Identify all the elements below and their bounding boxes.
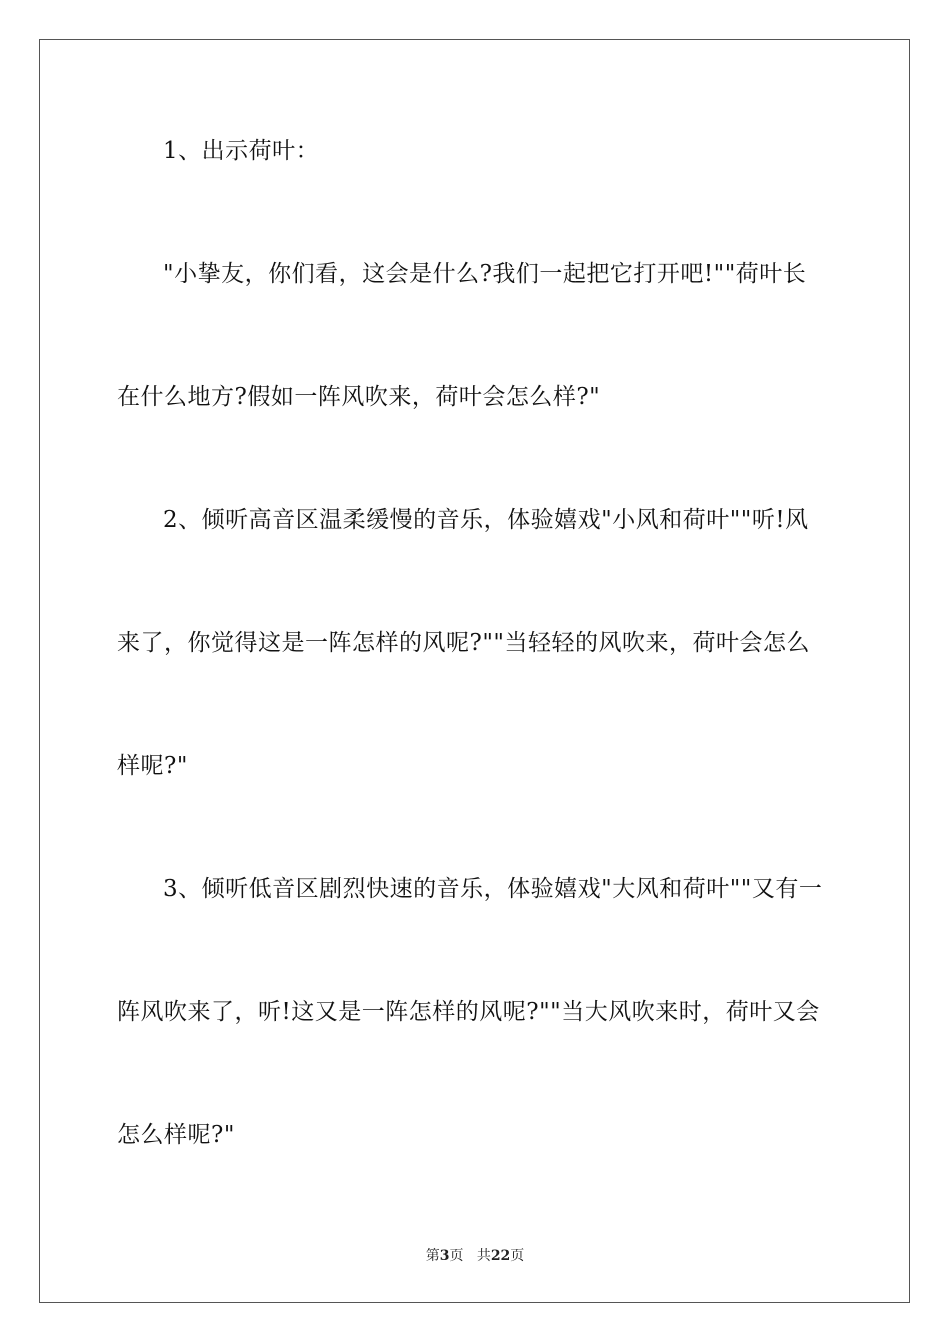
footer-total-pages: 22 <box>490 1248 511 1264</box>
document-line-4: 2、倾听高音区温柔缓慢的音乐，体验嬉戏"小风和荷叶""听!风 <box>163 507 809 533</box>
document-line-5: 来了，你觉得这是一阵怎样的风呢?""当轻轻的风吹来，荷叶会怎么 <box>117 630 810 656</box>
footer-total-suffix: 页 <box>510 1248 525 1264</box>
document-line-3: 在什么地方?假如一阵风吹来，荷叶会怎么样?" <box>117 384 601 410</box>
footer-page-number: 3 <box>439 1248 450 1264</box>
document-line-9: 怎么样呢?" <box>117 1122 235 1148</box>
document-line-1: 1、出示荷叶： <box>163 138 320 164</box>
footer-total-prefix: 共 <box>476 1248 491 1264</box>
page-footer <box>0 1247 950 1265</box>
document-line-7: 3、倾听低音区剧烈快速的音乐，体验嬉戏"大风和荷叶""又有一 <box>163 876 823 902</box>
footer-page-suffix: 页 <box>449 1248 464 1264</box>
document-line-8: 阵风吹来了，听!这又是一阵怎样的风呢?""当大风吹来时，荷叶又会 <box>117 999 820 1025</box>
footer-page-prefix: 第 <box>425 1248 440 1264</box>
document-line-6: 样呢?" <box>117 753 188 779</box>
page-border <box>39 39 910 1303</box>
document-line-2: "小挚友，你们看，这会是什么?我们一起把它打开吧!""荷叶长 <box>163 261 807 287</box>
